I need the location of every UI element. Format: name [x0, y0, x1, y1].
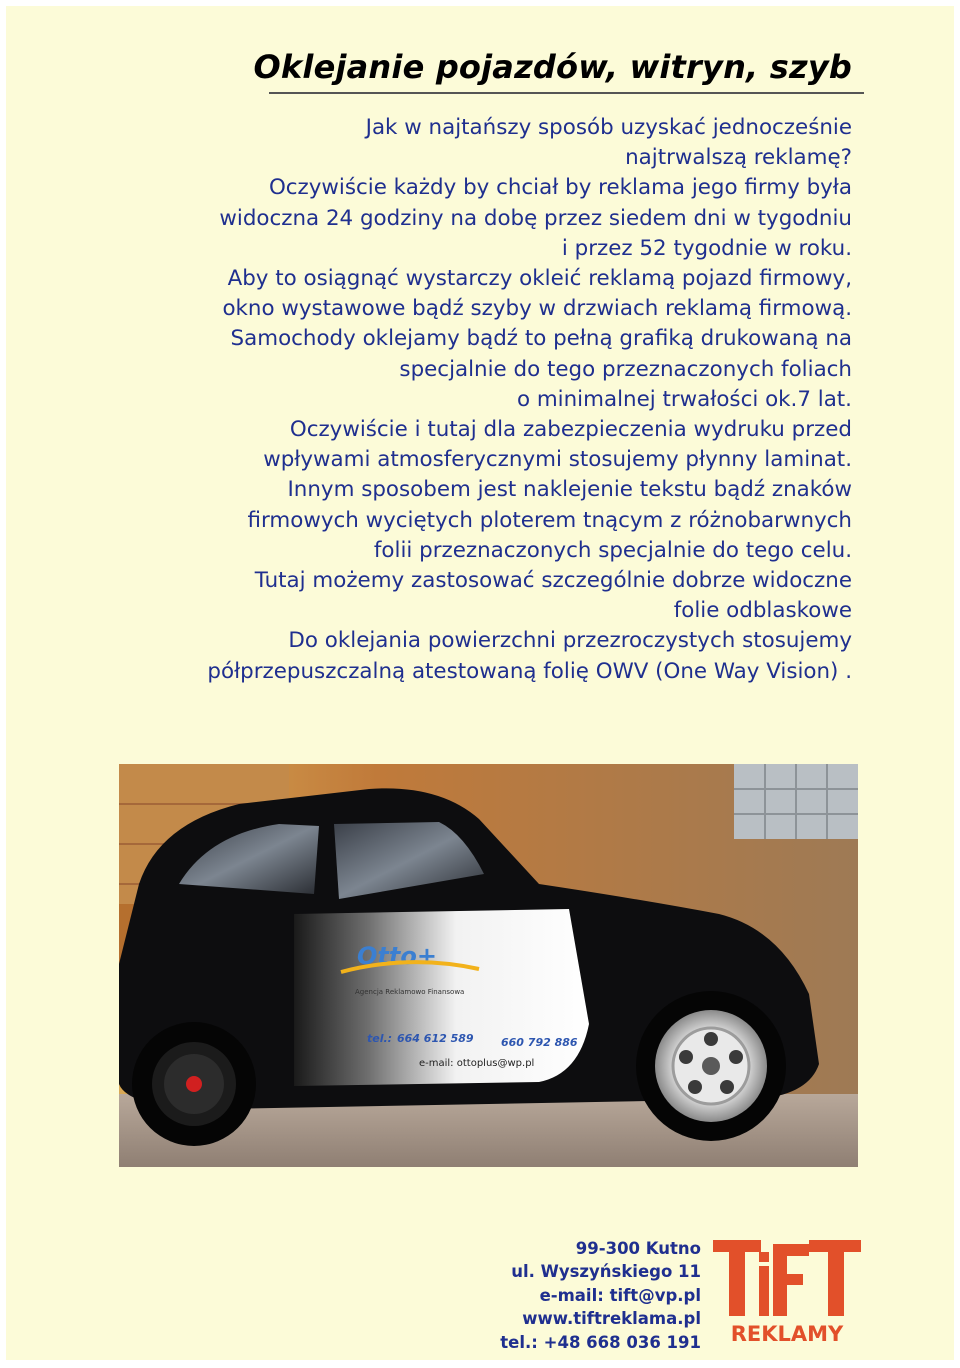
logo-tagline: REKLAMY: [730, 1322, 844, 1346]
page-title: Oklejanie pojazdów, witryn, szyb: [253, 48, 852, 86]
door-phone-1: 664 612 589: [397, 1032, 474, 1045]
contact-email: e-mail: tift@vp.pl: [539, 1285, 701, 1305]
body-line: półprzepuszczalną atestowaną folię OWV (One Way Vision) .: [207, 658, 852, 684]
body-line: Aby to osiągnąć wystarczy okleić reklamą pojazd firmowy,: [227, 266, 852, 292]
body-line: widoczna 24 godziny na dobę przez siedem dni w tygodniu: [219, 205, 852, 231]
contact-block: [500, 1237, 701, 1354]
body-line: folii przeznaczonych specjalnie do tego celu.: [373, 537, 852, 563]
body-line: Oczywiście każdy by chciał by reklama jego firmy była: [268, 175, 852, 201]
body-line: okno wystawowe bądź szyby w drzwiach reklamą firmową.: [222, 296, 852, 322]
rear-wheel: [132, 1022, 256, 1146]
body-line: firmowych wyciętych ploterem tnącym z różnobarwnych: [247, 507, 852, 533]
body-line: Samochody oklejamy bądź to pełną grafiką drukowaną na: [230, 326, 852, 352]
body-line: specjalnie do tego przeznaczonych foliach: [399, 356, 852, 382]
contact-phone: tel.: +48 668 036 191: [500, 1332, 701, 1352]
body-line: Tutaj możemy zastosować szczególnie dobrze widoczne: [254, 568, 852, 594]
door-logo: Otto+: [357, 942, 437, 970]
body-line: najtrwalszą reklamę?: [625, 145, 852, 171]
body-line: Oczywiście i tutaj dla zabezpieczenia wydruku przed: [289, 417, 852, 443]
door-email: e-mail: ottoplus@wp.pl: [419, 1058, 535, 1069]
body-line: Jak w najtańszy sposób uzyskać jednocześnie: [365, 115, 852, 140]
car-photo: [119, 764, 858, 1167]
contact-street: ul. Wyszyńskiego 11: [511, 1262, 701, 1282]
tift-logo: [713, 1240, 861, 1346]
body-line: Do oklejania powierzchni przezroczystych stosujemy: [288, 628, 852, 654]
body-paragraph: [92, 113, 852, 687]
body-line: o minimalnej trwałości ok.7 lat.: [516, 386, 852, 412]
body-line: i przez 52 tygodnie w roku.: [561, 235, 852, 261]
body-line: folie odblaskowe: [673, 598, 852, 624]
contact-city: 99-300 Kutno: [575, 1239, 701, 1258]
title-underline: [269, 92, 864, 94]
door-phone-label: tel.:: [367, 1032, 393, 1045]
body-line: wpływami atmosferycznymi stosujemy płynny laminat.: [263, 447, 852, 473]
contact-website: www.tiftreklama.pl: [522, 1309, 701, 1329]
door-subtitle: Agencja Reklamowo Finansowa: [355, 988, 465, 996]
front-wheel: [636, 991, 786, 1141]
door-phone-2: 660 792 886: [501, 1036, 578, 1049]
body-line: Innym sposobem jest naklejenie tekstu bądź znaków: [287, 477, 852, 503]
